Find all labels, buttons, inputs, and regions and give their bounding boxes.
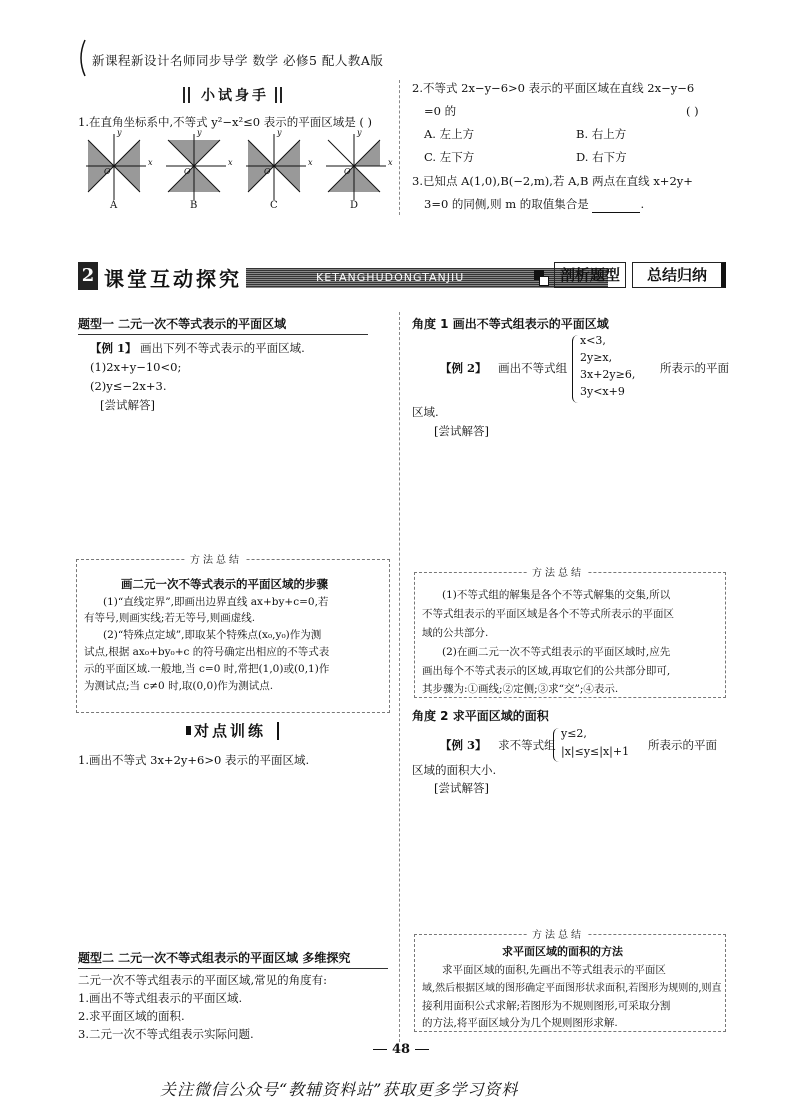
footer-note: 关注微信公众号“教辅资料站”获取更多学习资料 <box>160 1080 519 1099</box>
type2-title: 题型二 二元一次不等式组表示的平面区域 多维探究 <box>78 951 351 965</box>
method2-line: 画出每个不等式表示的区域,再取它们的公共部分即可, <box>422 665 671 677</box>
ex2-system-row: 2y≥x, <box>580 351 613 364</box>
method3-line: 域,然后根据区域的图形确定平面图形状求面积,若图形为规则的,则直 <box>422 983 722 994</box>
q1-choice-c: C <box>270 200 278 211</box>
diagram-d <box>326 134 386 200</box>
q2-line2: =0 的 <box>424 104 457 118</box>
section-banner <box>78 262 726 290</box>
ex1-item-2: (2)y≤−2x+3. <box>90 379 167 393</box>
type2-line: 3.二元一次不等式组表示实际问题. <box>78 1027 254 1041</box>
diagram-d-axis-y: y <box>357 128 362 137</box>
ex2-intro <box>440 360 567 377</box>
banner-pinyin: KETANGHUDONGTANJIU <box>316 271 465 284</box>
method3-line: 接利用面积公式求解;若图形为不规则图形,可采取分割 <box>422 1000 671 1012</box>
q1-choice-b: B <box>190 200 198 211</box>
method2-line: 不等式组表示的平面区域是各个不等式所表示的平面区 <box>422 608 674 620</box>
q3-line1: 3.已知点 A(1,0),B(−2,m),若 A,B 两点在直线 x+2y+ <box>412 174 693 188</box>
type2-line: 1.画出不等式组表示的平面区域. <box>78 991 243 1005</box>
q3-line2-text: 3=0 的同侧,则 m 的取值集合是 <box>424 197 589 211</box>
practice-heading-text: 对点训练 <box>194 722 267 740</box>
diagram-c-axis-x: x <box>308 158 313 167</box>
header-title: 新课程新设计名师同步导学 数学 必修5 配人教A版 <box>92 53 384 68</box>
ex2-label: 【例 2】 <box>440 361 487 375</box>
method1-line: 示的平面区域.一般地,当 c=0 时,常把(1,0)或(0,1)作 <box>84 663 330 675</box>
practice-bullet-icon <box>186 726 191 735</box>
diagram-b-origin: O <box>184 167 191 176</box>
type2-underline <box>78 968 388 969</box>
ex3-post: 所表示的平面 <box>648 738 717 752</box>
q3-line2-end: . <box>640 197 645 211</box>
q1-text: 1.在直角坐标系中,不等式 y²−x²≤0 表示的平面区域是 ( ) <box>78 115 373 129</box>
page-number <box>366 1042 436 1057</box>
page-number-text: 48 <box>391 1042 411 1057</box>
method1-line: 为测试点;当 c≠0 时,取(0,0)作为测试点. <box>84 680 274 692</box>
heading-bar-left <box>183 87 190 103</box>
quick-test-heading-text: 小试身手 <box>201 88 269 104</box>
diagram-a-axis-y: y <box>117 128 122 137</box>
heading-bar-right <box>275 87 282 103</box>
banner-tag-analysis: 剖析题型 <box>554 262 626 288</box>
angle2-title: 角度 2 求平面区域的面积 <box>412 709 549 723</box>
q2-option-b: B. 右上方 <box>576 127 627 141</box>
ex2-system-row: 3x+2y≥6, <box>580 368 636 381</box>
method2-line: 其步骤为:①画线;②定侧;③求“交”;④表示. <box>422 683 619 695</box>
diagram-a <box>86 134 146 200</box>
ex3-pre: 求不等式组 <box>498 738 556 752</box>
q2-option-a: A. 左上方 <box>424 127 475 141</box>
diagram-a-axis-x: x <box>148 158 153 167</box>
method1-line: (1)“直线定界”,即画出边界直线 ax+by+c=0,若 <box>103 596 329 608</box>
diagram-c-axis-y: y <box>277 128 282 137</box>
quick-test-heading <box>183 85 283 105</box>
practice-heading-bar <box>277 722 279 740</box>
ex3-intro <box>440 737 556 754</box>
q1-option-diagrams <box>86 130 386 214</box>
diagram-b <box>166 134 226 200</box>
method3-line: 的方法,将平面区域分为几个规则图形求解. <box>422 1017 618 1029</box>
ex2-post: 所表示的平面 <box>660 361 729 375</box>
method2-line: (1)不等式组的解集是各个不等式解集的交集,所以 <box>442 589 671 601</box>
method1-line: (2)“特殊点定域”,即取某个特殊点(x₀,y₀)作为测 <box>103 629 322 641</box>
type2-line: 2.求平面区域的面积. <box>78 1009 185 1023</box>
type1-title: 题型一 二元一次不等式表示的平面区域 <box>78 317 287 331</box>
ex2-brace <box>572 335 578 403</box>
banner-number: 2 <box>78 262 98 290</box>
top-column-divider <box>399 80 400 215</box>
ex2-try-label: [尝试解答] <box>434 424 489 438</box>
diagram-d-axis-x: x <box>388 158 393 167</box>
page-dash-right <box>415 1049 429 1050</box>
ex1-label: 【例 1】 <box>90 341 137 355</box>
q1-choice-a: A <box>110 200 118 211</box>
banner-title: 课堂互动探究 <box>104 267 242 291</box>
type1-underline <box>78 334 368 335</box>
ex2-system-row: x<3, <box>580 334 606 347</box>
ex1-item-1: (1)2x+y−10<0; <box>90 360 182 374</box>
ex1-text: 画出下列不等式表示的平面区域. <box>140 341 305 355</box>
method3-line: 求平面区域的面积,先画出不等式组表示的平面区 <box>442 964 666 976</box>
q1-choice-d: D <box>350 200 359 211</box>
q2-paren: ( ) <box>686 104 699 118</box>
q3-line2 <box>424 196 644 213</box>
page-dash-left <box>373 1049 387 1050</box>
diagram-c-origin: O <box>264 167 271 176</box>
diagram-c <box>246 134 306 200</box>
diagram-b-axis-y: y <box>197 128 202 137</box>
diagram-a-origin: O <box>104 167 111 176</box>
ex3-system-row: y≤2, <box>561 727 587 740</box>
method1-line: 试点,根据 ax₀+by₀+c 的符号确定出相应的不等式表 <box>84 646 330 658</box>
ex1-try-label: [尝试解答] <box>100 398 155 412</box>
diagram-d-origin: O <box>344 167 351 176</box>
q2-line1: 2.不等式 2x−y−6>0 表示的平面区域在直线 2x−y−6 <box>412 81 695 95</box>
banner-square-icon <box>539 276 549 286</box>
ex2-pre: 画出不等式组 <box>498 361 568 375</box>
ex1-line <box>90 340 305 357</box>
method1-title: 画二元一次不等式表示的平面区域的步骤 <box>121 577 328 591</box>
ex3-system-row: |x|≤y≤|x|+1 <box>561 745 630 758</box>
ex3-try-label: [尝试解答] <box>434 781 489 795</box>
method2-line: 域的公共部分. <box>422 627 489 639</box>
method-summary-tag-3: 方法总结 <box>528 926 588 941</box>
ex2-system-row: 3y<x+9 <box>580 385 625 398</box>
q3-answer-blank[interactable] <box>592 200 640 213</box>
ex3-tail: 区域的面积大小. <box>412 763 497 777</box>
method3-title: 求平面区域的面积的方法 <box>502 945 623 958</box>
main-column-divider <box>399 312 400 1042</box>
banner-tag-summary: 总结归纳 <box>632 262 726 288</box>
method-summary-tag-2: 方法总结 <box>528 564 588 579</box>
method-summary-tag-1: 方法总结 <box>186 551 246 566</box>
diagram-b-axis-x: x <box>228 158 233 167</box>
q2-option-d: D. 右下方 <box>576 150 627 164</box>
method2-line: (2)在画二元一次不等式组表示的平面区域时,应先 <box>442 646 671 658</box>
ex2-tail: 区域. <box>412 405 439 419</box>
method1-line: 有等号,则画实线;若无等号,则画虚线. <box>84 612 256 624</box>
practice1-text: 1.画出不等式 3x+2y+6>0 表示的平面区域. <box>78 753 310 767</box>
type2-line: 二元一次不等式组表示的平面区域,常见的角度有: <box>78 973 328 987</box>
q2-option-c: C. 左下方 <box>424 150 475 164</box>
angle1-title: 角度 1 画出不等式组表示的平面区域 <box>412 317 609 331</box>
ex3-label: 【例 3】 <box>440 738 487 752</box>
header-bracket-decoration <box>75 38 89 78</box>
practice-heading <box>186 720 286 742</box>
ex3-brace <box>553 728 559 762</box>
